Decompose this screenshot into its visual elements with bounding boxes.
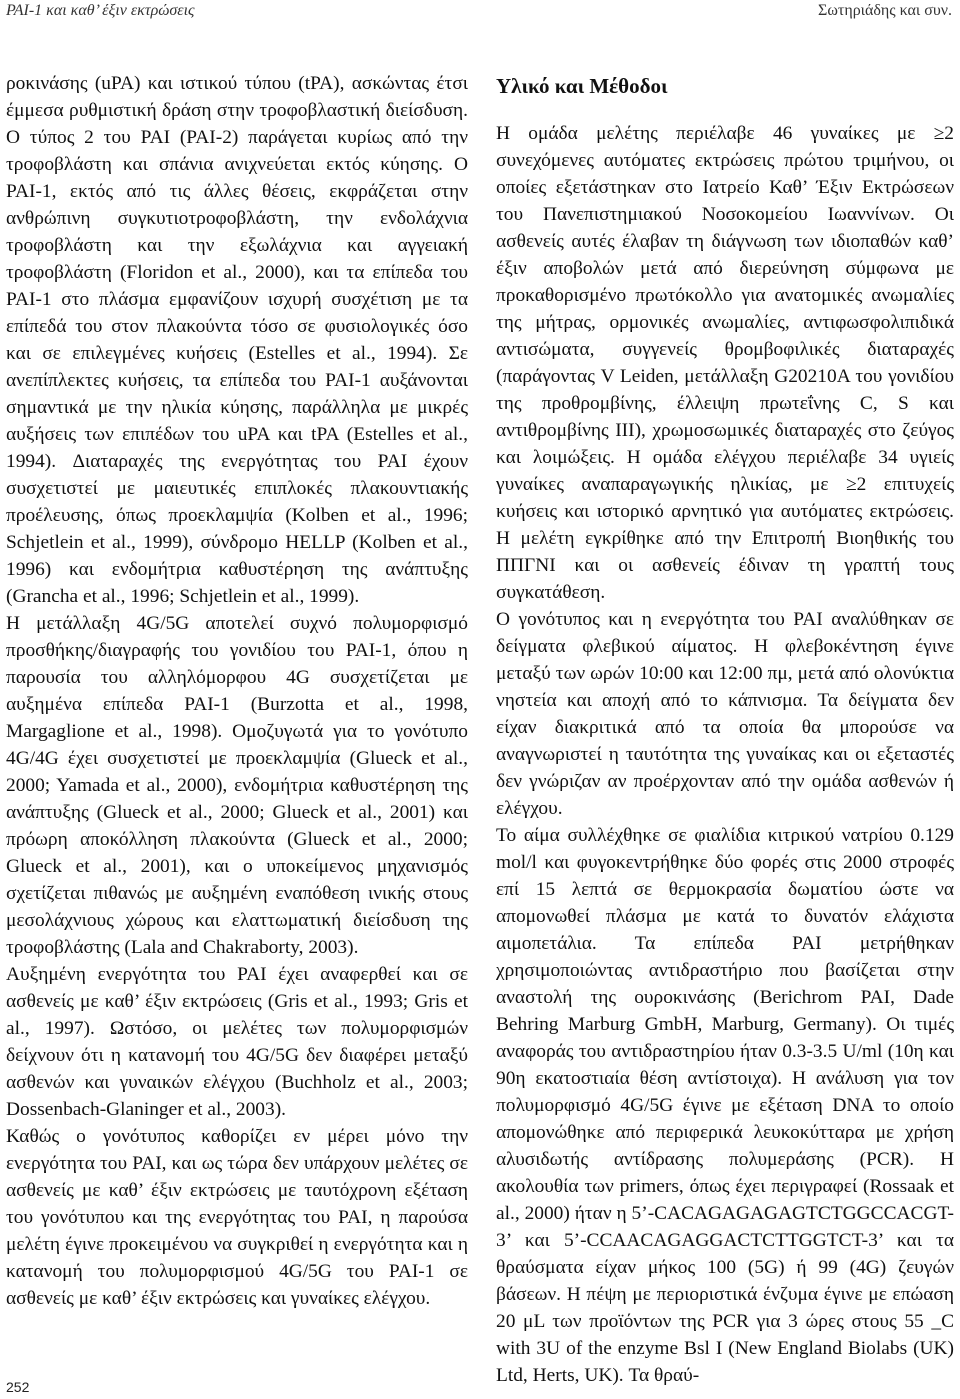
- left-column: [6, 70, 468, 1312]
- left-paragraph-1: ροκινάσης (uPA) και ιστικού τύπου (tPA), ασκώντας έτσι έμμεσα ρυθμιστική δράση στην τροφοβλαστική διείσδυση. Ο τύπος 2 του PAI (PAI-2) παράγεται κυρίως από την τροφοβλάστη και σπάνια ανιχνεύεται εκτός κύησης. Ο PAI-1, εκτός από τις άλλες θέσεις, εκφράζεται στην ανθρώπινη συγκυτιοτροφοβλάστη, την ενδολάχνια τροφοβλάστη και την εξωλάχνια και αγγειακή τροφοβλάστη (Floridon et al., 2000), και τα επίπεδα του PAI-1 στο πλάσμα εμφανίζουν ισχυρή συσχέτιση με τα επίπεδά του στον πλακούντα τόσο σε φυσιολογικές όσο και σε επιλεγμένες κυήσεις (Estelles et al., 1994). Σε ανεπίπλεκτες κυήσεις, τα επίπεδα του PAI-1 αυξάνονται σημαντικά με την ηλικία κύησης, παράλληλα με μικρές αυξήσεις των επιπέδων του uPA και tPA (Estelles et al., 1994). Διαταραχές της ενεργότητας του PAI έχουν συσχετιστεί με μαιευτικές επιπλοκές πλακουντιακής προέλευσης, όπως προεκλαμψία (Kolben et al., 1996; Schjetlein et al., 1999), σύνδρομο HELLP (Kolben et al., 1996) και ενδομήτρια καθυστέρηση της ανάπτυξης (Grancha et al., 1996; Schjetlein et al., 1999).: [6, 73, 468, 607]
- right-paragraph-2: Ο γονότυπος και η ενεργότητα του PAI αναλύθηκαν σε δείγματα φλεβικού αίματος. Η φλεβοκέντηση έγινε μεταξύ των ωρών 10:00 και 12:00 πμ, μετά από ολονύκτια νηστεία και αποχή από το κάπνισμα. Τα δείγματα δεν είχαν διακριτικά από τα οποία θα μπορούσε να αναγνωριστεί η ταυτότητα της γυναίκας και οι εξεταστές δεν γνώριζαν αν προέρχονταν από την ομάδα ασθενών ή ελέγχου.: [496, 609, 954, 819]
- running-head-title: PAI-1 και καθ’ έξιν εκτρώσεις: [6, 2, 195, 19]
- left-paragraph-3: Αυξημένη ενεργότητα του PAI έχει αναφερθεί και σε ασθενείς με καθ’ έξιν εκτρώσεις (Gris et al., 1993; Gris et al., 1997). Ωστόσο, οι μελέτες των πολυμορφισμών δείχνουν ότι η κατανομή του 4G/5G δεν διαφέρει μεταξύ ασθενών και γυναικών ελέγχου (Buchholz et al., 2003; Dossenbach-Glaninger et al., 2003).: [6, 964, 468, 1120]
- right-paragraph-1: Η ομάδα μελέτης περιέλαβε 46 γυναίκες με ≥2 συνεχόμενες αυτόματες εκτρώσεις πρώτου τριμήνου, οι οποίες εξετάστηκαν στο Ιατρείο Καθ’ Έξιν Εκτρώσεων του Πανεπιστημιακού Νοσοκομείου Ιωαννίνων. Οι ασθενείς αυτές έλαβαν τη διάγνωση των ιδιοπαθών καθ’ έξιν αποβολών μετά από διερεύνηση σύμφωνα με προκαθορισμένο πρωτόκολλο για ανατομικές ανωμαλίες της μήτρας, ορμονικές ανωμαλίες, αντιφωσφολιπιδικά αντισώματα, συγγενείς θρομβοφιλικές διαταραχές (παράγοντας V Leiden, μετάλλαξη G20210A του γονιδίου της προθρομβίνης, έλλειψη πρωτεΐνης C, S και αντιθρομβίνης III), χρωμοσωμικές διαταραχές στο ζεύγος και λοιμώξεις. Η ομάδα ελέγχου περιέλαβε 34 υγιείς γυναίκες αναπαραγωγικής ηλικίας, με ≥2 επιτυχείς κυήσεις και ιστορικό αρνητικό για αυτόματες εκτρώσεις. Η μελέτη εγκρίθηκε από την Επιτροπή Βιοηθικής του ΠΠΓΝΙ και οι ασθενείς έδιναν τη γραπτή τους συγκατάθεση.: [496, 123, 954, 603]
- section-heading-methods: Υλικό και Μέθοδοι: [496, 74, 668, 98]
- right-paragraph-3: Το αίμα συλλέχθηκε σε φιαλίδια κιτρικού νατρίου 0.129 mol/l και φυγοκεντρήθηκε δύο φορές στις 2000 στροφές επί 15 λεπτά σε θερμοκρασία δωματίου ώστε να απομονωθεί πλάσμα με κατά το δυνατόν ελάχιστα αιμοπετάλια. Τα επίπεδα PAI μετρήθηκαν χρησιμοποιώντας αντιδραστήριο που βασίζεται στην αναστολή της ουροκινάσης (Berichrom PAI, Dade Behring Marburg GmbH, Marburg, Germany). Οι τιμές αναφοράς του αντιδραστηρίου ήταν 0.3-3.5 U/ml (10η και 90η εκατοστιαία θέση αντίστοιχα). Η ανάλυση για τον πολυμορφισμό 4G/5G έγινε με εξέταση DNA το οποίο απομονώθηκε από περιφερικά λευκοκύτταρα με χρήση αλυσιδωτής αντίδρασης πολυμεράσης (PCR). Η ακολουθία των primers, όπως έχει περιγραφεί (Rossaak et al., 2000) ήταν η 5’-CACAGAGAGAGTCTGGCCACGT-3’ και 5’-CCAACAGAGGACTCTTGGTCT-3’ και τα θραύσματα είχαν μήκος 100 (5G) ή 99 (4G) ζευγών βάσεων. Η πέψη με περιοριστικά ένζυμα έγινε με επώαση 20 μL των προϊόντων της PCR για 3 ώρες στους 55 _C with 3U of the enzyme Bsl I (New England Biolabs (UK) Ltd, Herts, UK). Τα θραύ-: [496, 825, 954, 1386]
- page-number: 252: [6, 1379, 30, 1395]
- running-head-authors: Σωτηριάδης και συν.: [818, 2, 952, 19]
- left-paragraph-4: Καθώς ο γονότυπος καθορίζει εν μέρει μόνο την ενεργότητα του PAI, και ως τώρα δεν υπάρχουν μελέτες σε ασθενείς με καθ’ έξιν εκτρώσεις με ταυτόχρονη εξέταση του γονότυπου και της ενεργότητας του PAI, η παρούσα μελέτη έγινε προκειμένου να συγκριθεί η ενεργότητα και η κατανομή του πολυμορφισμού 4G/5G του PAI-1 σε ασθενείς με καθ’ έξιν εκτρώσεις και γυναίκες ελέγχου.: [6, 1126, 468, 1309]
- right-column: [496, 72, 954, 1389]
- left-paragraph-2: Η μετάλλαξη 4G/5G αποτελεί συχνό πολυμορφισμό προσθήκης/διαγραφής του γονιδίου του PAI-1, όπου η παρουσία του αλληλόμορφου 4G συσχετίζεται με αυξημένα επίπεδα PAI-1 (Burzotta et al., 1998, Margaglione et al., 1998). Ομοζυγωτά για το γονότυπο 4G/4G έχει συσχετιστεί με προεκλαμψία (Glueck et al., 2000; Yamada et al., 2000), ενδομήτρια καθυστέρηση της ανάπτυξης (Glueck et al., 2000; Glueck et al., 2001) και πρόωρη αποκόλληση πλακούντα (Glueck et al., 2000; Glueck et al., 2001), και ο υποκείμενος μηχανισμός σχετίζεται πιθανώς με αυξημένη εναπόθεση ινικής στους μεσολάχνιους χώρους και ελαττωματική διείσδυση της τροφοβλάστης (Lala and Chakraborty, 2003).: [6, 613, 468, 958]
